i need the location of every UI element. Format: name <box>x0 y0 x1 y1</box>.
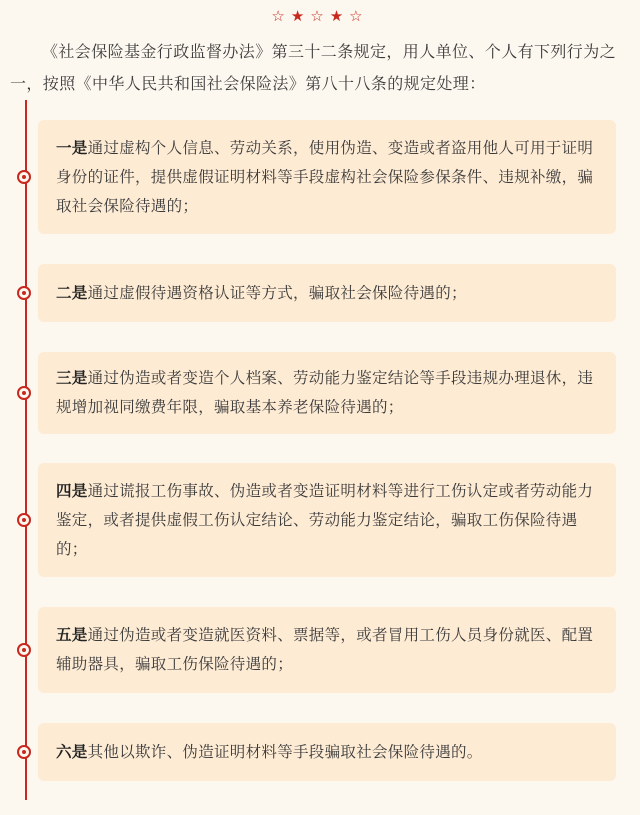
header-stars <box>0 6 640 26</box>
intro-paragraph: 《社会保险基金行政监督办法》第三十二条规定，用人单位、个人有下列行为之一，按照《中华人民共和国社会保险法》第八十八条的规定处理： <box>10 42 617 93</box>
timeline-line <box>25 100 27 800</box>
timeline-dot-icon <box>17 170 31 184</box>
timeline-dot-icon <box>17 286 31 300</box>
list-item-2 <box>38 264 616 322</box>
list-item-5 <box>38 607 616 693</box>
star-filled-icon: ★ <box>329 7 350 25</box>
list-item-3 <box>38 352 616 434</box>
item-text: 通过虚构个人信息、劳动关系，使用伪造、变造或者盗用他人可用于证明身份的证件，提供虚假证明材料等手段虚构社会保险参保条件、违规补缴，骗取社会保险待遇的； <box>56 138 594 215</box>
star-outline-icon: ☆ <box>271 7 291 25</box>
timeline-dot-icon <box>17 513 31 527</box>
item-text: 通过伪造或者变造个人档案、劳动能力鉴定结论等手段违规办理退休，违规增加视同缴费年限，骗取基本养老保险待遇的； <box>56 369 594 416</box>
item-lead: 一是 <box>56 138 88 157</box>
item-text: 通过虚假待遇资格认证等方式，骗取社会保险待遇的； <box>87 283 467 302</box>
list-item-6 <box>38 723 616 781</box>
item-lead: 五是 <box>56 626 88 644</box>
item-lead: 六是 <box>56 742 88 761</box>
timeline-dot-icon <box>17 745 31 759</box>
item-lead: 三是 <box>56 369 88 387</box>
list-item-1 <box>38 120 616 234</box>
item-lead: 四是 <box>56 481 88 500</box>
timeline-dot-icon <box>17 386 31 400</box>
star-outline-icon: ☆ <box>349 7 369 25</box>
list-item-4 <box>38 463 616 577</box>
star-outline-icon: ☆ <box>310 7 330 25</box>
item-text: 其他以欺诈、伪造证明材料等手段骗取社会保险待遇的。 <box>87 742 483 761</box>
item-text: 通过伪造或者变造就医资料、票据等，或者冒用工伤人员身份就医、配置辅助器具，骗取工伤保险待遇的； <box>56 626 594 673</box>
star-filled-icon: ★ <box>290 7 311 25</box>
timeline-dot-icon <box>17 643 31 657</box>
item-text: 通过谎报工伤事故、伪造或者变造证明材料等进行工伤认定或者劳动能力鉴定，或者提供虚假工伤认定结论、劳动能力鉴定结论，骗取工伤保险待遇的； <box>56 481 594 558</box>
item-lead: 二是 <box>56 283 88 302</box>
